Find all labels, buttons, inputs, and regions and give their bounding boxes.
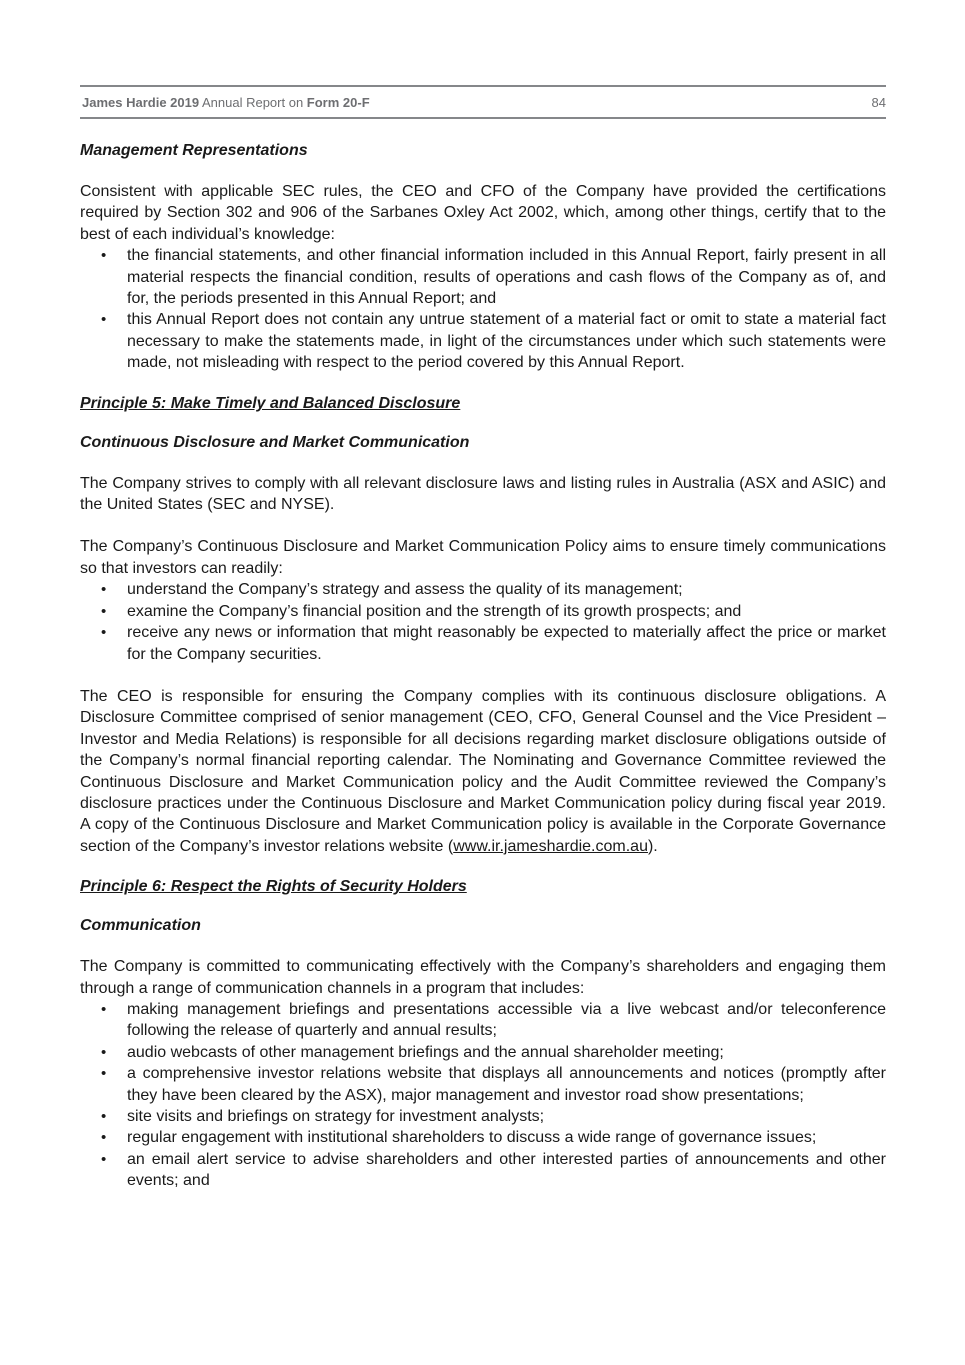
paragraph-management-intro: Consistent with applicable SEC rules, the CEO and CFO of the Company have provided the certifications required by Section 302 and 906 of the Sarbanes Oxley Act 2002, which, among other things, certify that to the best of each individual’s knowledge:	[80, 183, 886, 243]
bullet-item: • the financial statements, and other financial information included in this Annual Report, fairly present in all material respects the financial condition, results of operations and cash flows of the Company as of, and for, the periods presented in this Annual Report; and	[80, 245, 886, 309]
report-title-middle: Annual Report on	[199, 95, 307, 110]
principle6-bullet-list	[80, 999, 886, 1192]
bullet-item: • receive any news or information that might reasonably be expected to materially affect the price or market for the Company securities.	[80, 622, 886, 665]
bullet-item: • audio webcasts of other management briefings and the annual shareholder meeting;	[80, 1042, 886, 1063]
bullet-item: • an email alert service to advise shareholders and other interested parties of announcements and other events; and	[80, 1149, 886, 1192]
bullet-item: • regular engagement with institutional shareholders to discuss a wide range of governance issues;	[80, 1127, 886, 1148]
paragraph-policy-aims: The Company’s Continuous Disclosure and Market Communication Policy aims to ensure timely communications so that investors can readily:	[80, 538, 886, 577]
paragraph-ceo-responsibility	[80, 686, 886, 857]
paragraph-communication-intro: The Company is committed to communicating effectively with the Company’s shareholders and engaging them through a range of communication channels in a program that includes:	[80, 958, 886, 997]
bullet-item: • a comprehensive investor relations website that displays all announcements and notices (promptly after they have been cleared by the ASX), major management and investor road show presentations;	[80, 1063, 886, 1106]
bullet-item: • making management briefings and presentations accessible via a live webcast and/or teleconference following the release of quarterly and annual results;	[80, 999, 886, 1042]
bullet-item: • site visits and briefings on strategy for investment analysts;	[80, 1106, 886, 1127]
document-content	[80, 119, 886, 1192]
paragraph-text-before-link: The CEO is responsible for ensuring the Company complies with its continuous disclosure obligations. A Disclosure Committee comprised of senior management (CEO, CFO, General Counsel and the Vice President – Investor and Media Relations) is responsible for all decisions regarding market disclosure obligations outside of the Company’s normal financial reporting calendar. The Nominating and Governance Committee reviewed the Continuous Disclosure and Market Communication policy and the Audit Committee reviewed the Company’s disclosure practices under the Continuous Disclosure and Market Communication policy during fiscal year 2019. A copy of the Continuous Disclosure and Market Communication policy is available in the Corporate Governance section of the Company’s investor relations website (	[80, 687, 886, 855]
investor-relations-link[interactable]: www.ir.jameshardie.com.au	[453, 837, 648, 855]
report-brand: James Hardie 2019	[82, 95, 200, 110]
bullet-item: • understand the Company’s strategy and assess the quality of its management;	[80, 579, 886, 600]
report-title	[82, 95, 370, 110]
heading-principle-5: Principle 5: Make Timely and Balanced Disclosure	[80, 394, 461, 412]
heading-management-representations: Management Representations	[80, 142, 308, 159]
subheading-communication: Communication	[80, 917, 201, 935]
management-bullet-list	[80, 245, 886, 373]
page-number: 84	[871, 95, 886, 110]
bullet-item: • examine the Company’s financial position and the strength of its growth prospects; and	[80, 601, 886, 622]
heading-principle-6: Principle 6: Respect the Rights of Security Holders	[80, 878, 467, 896]
page-header	[80, 85, 886, 119]
principle5-bullet-list	[80, 579, 886, 665]
paragraph-disclosure-laws: The Company strives to comply with all relevant disclosure laws and listing rules in Australia (ASX and ASIC) and the United States (SEC and NYSE).	[80, 474, 886, 514]
subheading-continuous-disclosure: Continuous Disclosure and Market Communication	[80, 433, 470, 451]
bullet-item: • this Annual Report does not contain any untrue statement of a material fact or omit to state a material fact necessary to make the statements made, in light of the circumstances under which such statements were made, not misleading with respect to the period covered by this Annual Report.	[80, 309, 886, 373]
report-form-label: Form 20-F	[306, 95, 370, 110]
paragraph-text-after-link: ).	[647, 837, 658, 855]
